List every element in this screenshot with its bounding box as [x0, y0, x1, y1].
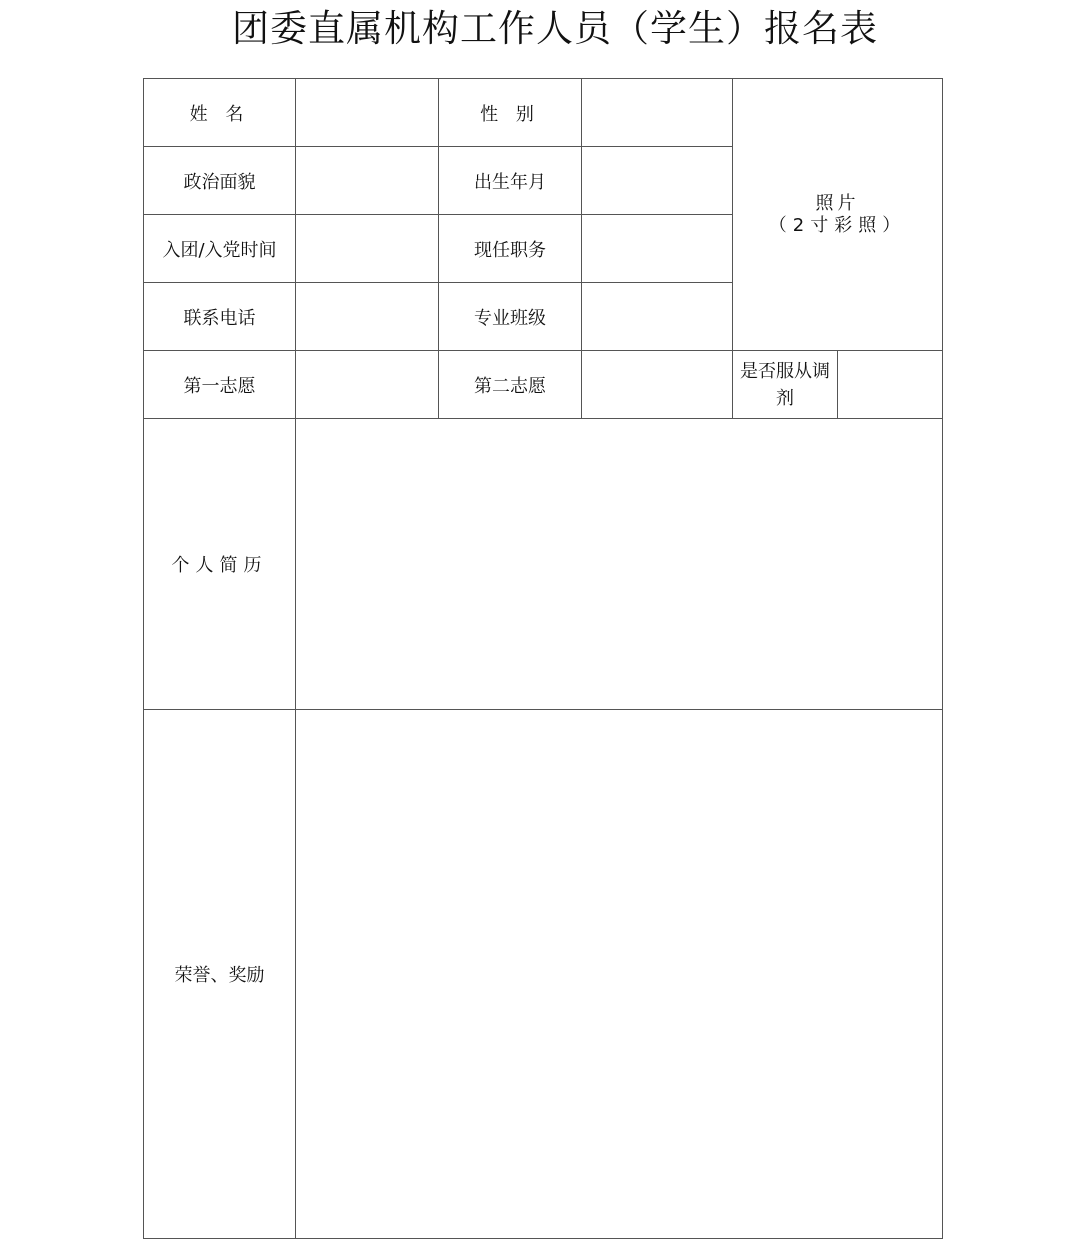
major-class-label: 专业班级: [439, 283, 582, 351]
second-choice-label: 第二志愿: [439, 351, 582, 419]
birth-date-label: 出生年月: [439, 147, 582, 215]
phone-label: 联系电话: [144, 283, 296, 351]
honors-label: 荣誉、奖励: [144, 710, 296, 1239]
birth-date-field[interactable]: [582, 147, 733, 215]
major-class-field[interactable]: [582, 283, 733, 351]
phone-field[interactable]: [296, 283, 439, 351]
political-status-label: 政治面貌: [144, 147, 296, 215]
name-field[interactable]: [296, 79, 439, 147]
join-date-field[interactable]: [296, 215, 439, 283]
photo-label: 照片: [815, 192, 860, 214]
resume-field[interactable]: [296, 419, 943, 710]
join-date-label: 入团/入党时间: [144, 215, 296, 283]
first-choice-field[interactable]: [296, 351, 439, 419]
name-label: 姓 名: [144, 79, 296, 147]
row-name-gender: [144, 79, 943, 147]
row-choices: [144, 351, 943, 419]
current-position-label: 现任职务: [439, 215, 582, 283]
first-choice-label: 第一志愿: [144, 351, 296, 419]
photo-box[interactable]: [733, 79, 943, 351]
gender-label: 性 别: [439, 79, 582, 147]
row-resume: [144, 419, 943, 710]
registration-form-table: [143, 78, 943, 1239]
form-title: 团委直属机构工作人员（学生）报名表: [232, 7, 878, 50]
honors-field[interactable]: [296, 710, 943, 1239]
row-honors: [144, 710, 943, 1239]
obey-adjustment-field[interactable]: [838, 351, 943, 419]
resume-label: 个人简历: [144, 419, 296, 710]
obey-adjustment-label: 是否服从调剂: [733, 351, 838, 419]
political-status-field[interactable]: [296, 147, 439, 215]
photo-size-note: （2寸彩照）: [768, 214, 907, 236]
current-position-field[interactable]: [582, 215, 733, 283]
gender-field[interactable]: [582, 79, 733, 147]
second-choice-field[interactable]: [582, 351, 733, 419]
